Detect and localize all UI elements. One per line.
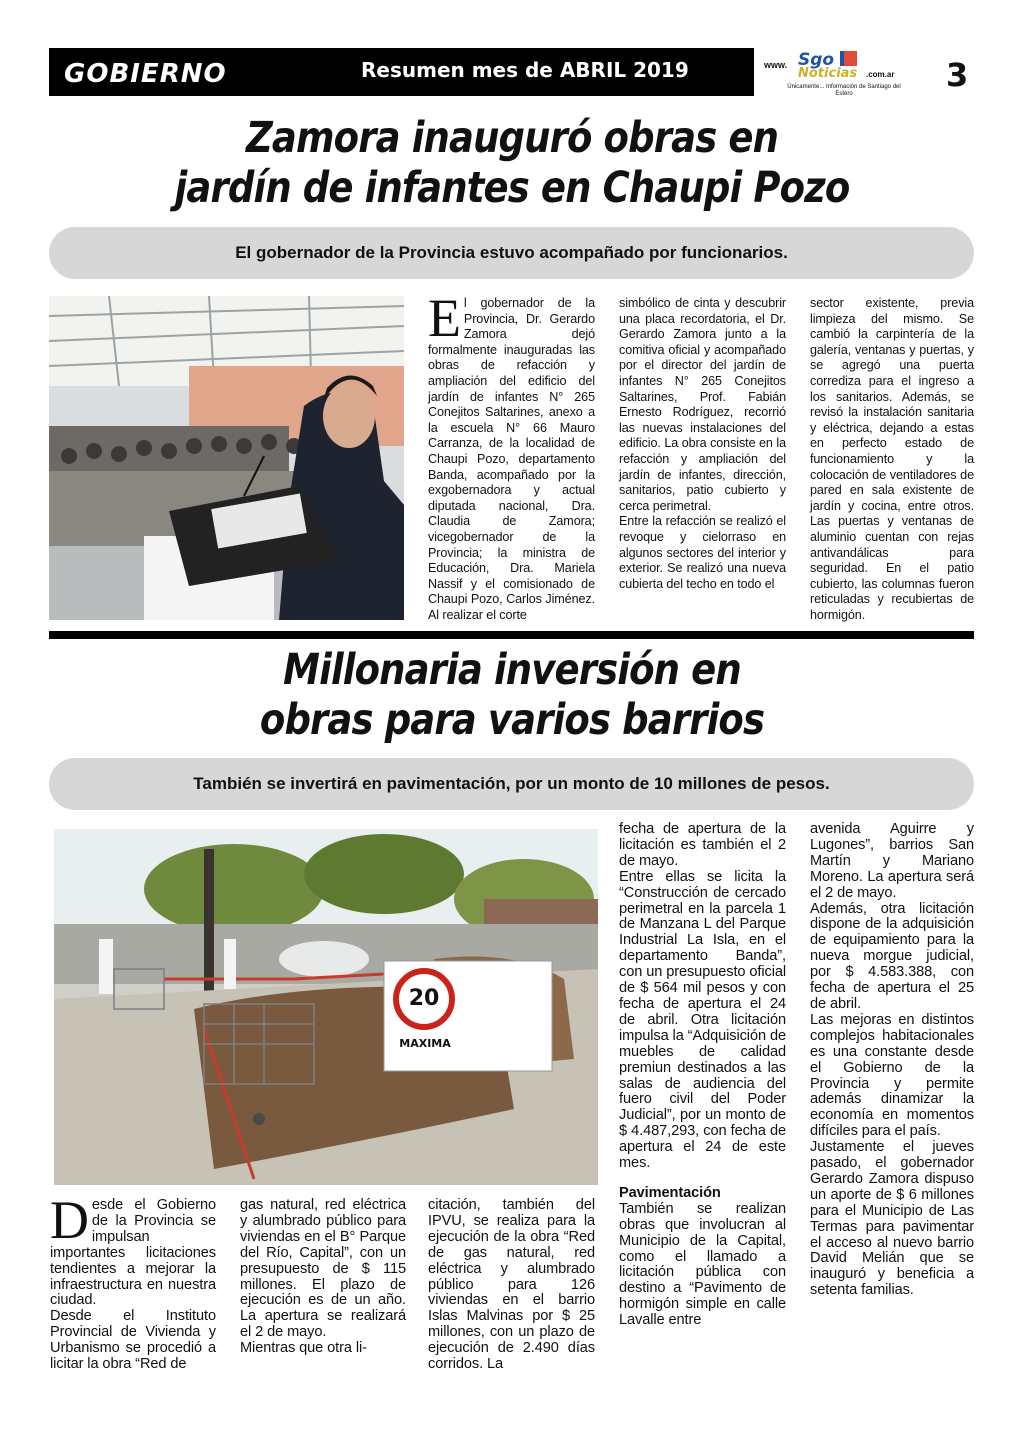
logo-www: www. [764,60,788,70]
paragraph: Justamente el jueves pasado, el gobernador Gerardo Zamora dispuso un aporte de $ 6 millones para el Municipio de Las Termas para pavimentar el acceso al nuevo barrio David Melián que se inauguró y beneficia a setenta familias. [810,1139,974,1299]
site-logo[interactable] [764,48,914,108]
flag-icon [840,51,857,66]
inauguration-photo-illustration [49,296,404,620]
page-number: 3 [946,56,969,94]
paragraph: avenida Aguirre y Lugones”, barrios San Martín y Mariano Moreno. La apertura será el 2 de mayo. [810,821,974,901]
article1-headline [50,113,974,213]
paragraph [50,1190,216,1309]
article1-column-1 [428,288,595,623]
article-text: esde el Gobierno de la Provincia se impulsan importantes licitaciones tendientes a mejorar la infraestructura en nuestra ciudad. [50,1197,216,1309]
paragraph: Mientras que otra li- [240,1340,367,1357]
logo-domain: .com.ar [866,70,895,79]
article2-column-4 [619,822,786,1329]
dropcap: E [428,288,461,348]
article1-subtitle: El gobernador de la Provincia estuvo acompañado por funcionarios. [49,227,974,279]
article1-column-3 [810,296,974,623]
logo-noticias: Noticias [798,66,858,81]
paragraph: Entre ellas se licita la “Construcción de cercado perimetral en la parcela 1 de Manzana L del Parque Industrial La Isla, en el departamento Banda”, con un presupuesto oficial de $ 564 mil pesos y con fecha de apertura el 24 de abril. Otra licitación impulsa la “Adquisición de muebles de calidad premiun destinados a las salas de audiencia del fuero civil del Poder Judicial”, por un monto de $ 4.487,293, con fecha de apertura el 24 de este mes. [619,868,786,1172]
dropcap: D [50,1190,89,1250]
section-divider [49,631,974,639]
paragraph: sector existente, previa limpieza del mismo. Se cambió la carpintería de la galería, ventanas y puertas, y se agregó una puerta corrediza para el ingreso a los sanitarios. Además, se revisó la instalación sanitaria y eléctrica, dejando a estas en perfecto estado de funcionamiento y la colocación de ventiladores de pared en sala existente de jardín y cocina, entre otros. Las puertas y ventanas de aluminio cuentan con rejas antivandálicas para seguridad. En el patio cubierto, las columnas fueron reticuladas y recubiertas de hormigón. [810,296,974,622]
inauguration-photo [49,296,404,620]
article2-headline [50,645,974,745]
article2-column-2 [240,1198,406,1357]
logo-sgo: Sgo [798,50,835,70]
section-label: GOBIERNO [64,59,227,89]
article2-column-3 [428,1198,595,1373]
paragraph: gas natural, red eléctrica y alumbrado público para viviendas en el B° Parque del Río, Capital”, con un presupuesto de $ 115 millones. El plazo de ejecución es de un año. La apertura se realizará el 2 de mayo. [240,1197,406,1341]
subheading-pavimentacion: Pavimentación [619,1184,721,1201]
issue-summary: Resumen mes de ABRIL 2019 [361,58,689,82]
logo-tagline: Únicamente... Información de Santiago del Estero [787,84,901,97]
header-bar [49,48,754,96]
paragraph: También se realizan obras que involucran al Municipio de la Capital, como el llamado a licitación pública con destino a “Pavimento de hormigón simple en calle Lavalle entre [619,1200,786,1329]
speed-sign-text: MAXIMA [399,1037,451,1050]
roadworks-photo [54,829,598,1185]
article2-subtitle: También se invertirá en pavimentación, por un monto de 10 millones de pesos. [49,758,974,810]
paragraph: Además, otra licitación dispone de la adquisición de equipamiento para la nueva morgue judicial, por $ 4.583.388, con fecha de apertura el 25 de abril. [810,900,974,1012]
paragraph: citación, también del IPVU, se realiza para la ejecución de la obra “Red de gas natural, red eléctrica y alumbrado público para 126 viviendas en el barrio Islas Malvinas por $ 25 millones, con un plazo de ejecución de 2.490 días corridos. La [428,1197,595,1373]
speed-sign-number: 20 [408,986,440,1011]
headline-line: Zamora inauguró obras en [245,113,779,163]
paragraph: simbólico de cinta y descubrir una placa recordatoria, el Dr. Gerardo Zamora junto a la comitiva oficial y acompañado por el director del jardín de infantes N° 265 Conejitos Saltarines, Prof. Fabián Ernesto Rodríguez, recorrió las nuevas instalaciones del edificio. La obra consiste en la refacción y ampliación del jardín de infantes, dirección, sanitarios, patio cubierto y cerca perimetral. [619,296,786,513]
roadworks-photo-illustration [54,829,598,1185]
article2-column-5 [810,822,974,1299]
article2-column-1 [50,1190,216,1373]
headline-line: obras para varios barrios [259,695,765,745]
headline-line: jardín de infantes en Chaupi Pozo [174,163,850,213]
paragraph: Las mejoras en distintos complejos habitacionales es una constante desde el Gobierno de la Provincia y permite además dinamizar la economía en momentos difíciles para el país. [810,1011,974,1140]
article1-column-2 [619,296,786,592]
paragraph: fecha de apertura de la licitación es también el 2 de mayo. [619,821,786,869]
paragraph: Desde el Instituto Provincial de Vivienda y Urbanismo se procedió a licitar la obra “Red de [50,1308,216,1373]
headline-line: Millonaria inversión en [283,645,741,695]
article-text: l gobernador de la Provincia, Dr. Gerardo Zamora dejó formalmente inauguradas las obras de refacción y ampliación del edificio del jardín de infantes N° 265 Conejitos Saltarines, anexo a la escuela N° 66 Mauro Carranza, de la localidad de Chaupi Pozo, departamento Banda, acompañado por la exgobernadora y actual diputada nacional, Dra. Claudia de Zamora; vicegobernador de la Provincia; la ministra de Educación, Dra. Mariela Nassif y el comisionado de Chaupi Pozo, Carlos Jiménez. Al realizar el corte [428,296,595,622]
paragraph: Entre la refacción se realizó el revoque y cielorraso en algunos sectores del interior y exterior. Se realizó una nueva cubierta del techo en todo el [619,514,786,591]
